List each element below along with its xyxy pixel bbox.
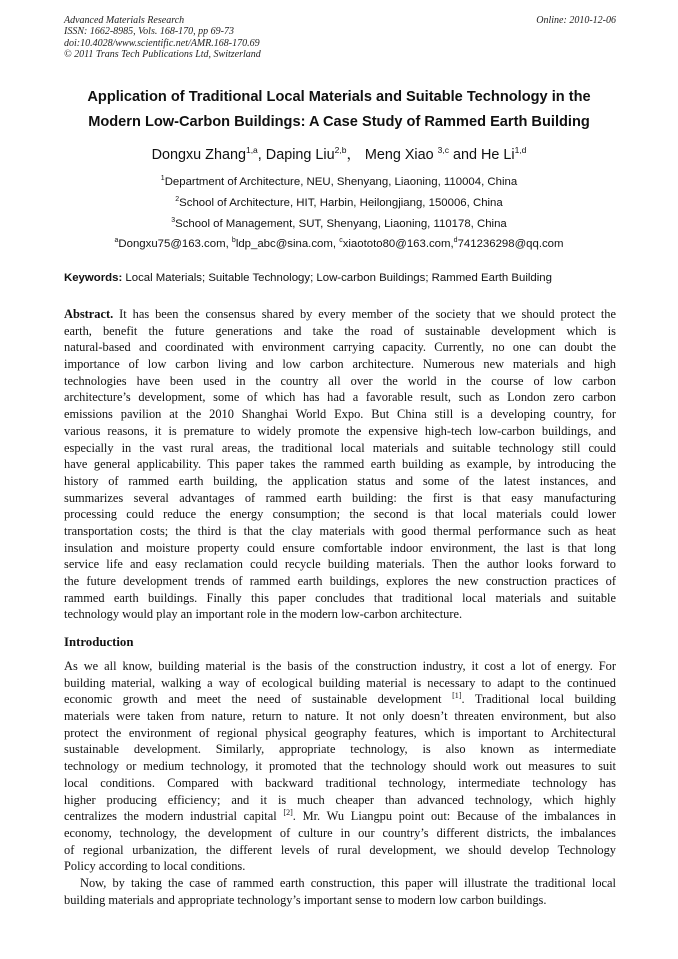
affiliation (40, 214, 638, 235)
author-superscript: 2,b (334, 145, 347, 155)
abstract-line (64, 306, 616, 323)
abstract-line: service life and easy reclamation could recycle building materials. Then the author looks forward to (64, 557, 616, 572)
online-date: Online: 2010-12-06 (536, 15, 616, 26)
author-superscript: 1,d (514, 145, 527, 155)
keywords-text: Local Materials; Suitable Technology; Low-carbon Buildings; Rammed Earth Building (122, 272, 552, 284)
abstract-line: earth, benefit the future generations and take the road of sustainable development which is (64, 323, 616, 338)
body-line: As we all know, building material is the basis of the construction industry, it cost a lot of energy. For (64, 659, 616, 673)
email-superscript: c (339, 237, 343, 245)
abstract-line: especially in the vast rural areas, the traditional local materials and suitable technology still could (64, 440, 616, 455)
body-text: economic growth and meet the need of sustainable development (64, 692, 453, 707)
journal-issn: ISSN: 1662-8985, Vols. 168-170, pp 69-73 (64, 26, 234, 38)
affiliation (40, 172, 638, 193)
abstract-line: the future development trends of rammed earth buildings, explores the new construction practices of (64, 574, 616, 588)
affiliation-superscript: 1 (160, 175, 165, 182)
author-name: Dongxu Zhang (151, 147, 246, 163)
abstract-line: processing could reduce the energy consumption; the second is that local materials could lower (64, 507, 616, 522)
email-link[interactable]: xiaototo80@163.com, (342, 238, 454, 251)
body-line: protect the environment of regional physical geography features, which is important to Architectural (64, 725, 616, 740)
body-line: of regional urbanization, the different levels of rural development, we should develop Technology (64, 842, 616, 857)
email-superscript: b (231, 237, 236, 245)
abstract-line: natural-based and coordinated with environment carrying capacity. Currently, no one can doubt the (64, 340, 616, 355)
introduction-body (64, 658, 616, 908)
body-line: building materials and appropriate technology’s important sense to modern low carbon buildings. (64, 892, 547, 907)
section-heading-introduction: Introduction (64, 635, 134, 649)
author-list (40, 145, 638, 165)
email-link[interactable]: Dongxu75@163.com, (118, 238, 232, 251)
author-separator: , (257, 147, 266, 163)
keywords-label: Keywords: (64, 272, 123, 284)
body-line (64, 691, 616, 708)
author-separator: and (448, 147, 481, 163)
body-text: . Mr. Wu Liangpu point out: Because of the imbalances in (292, 809, 616, 824)
abstract-line: rammed earth buildings. Finally this paper concludes that traditional local materials and suitable (64, 590, 616, 605)
affiliation-text: Department of Architecture, NEU, Shenyang, Liaoning, 110004, China (164, 176, 518, 188)
paper-title (50, 85, 628, 135)
body-line: Now, by taking the case of rammed earth construction, this paper will illustrate the traditional local (80, 875, 616, 890)
body-line: economy, technology, the development of culture in our country’s different districts, the imbalances (64, 825, 616, 840)
abstract-line: technology would play an important role in the modern low-carbon architecture. (64, 607, 463, 622)
journal-copyright: © 2011 Trans Tech Publications Ltd, Switzerland (64, 49, 261, 61)
title-line-2: Modern Low-Carbon Buildings: A Case Study of Rammed Earth Building (88, 114, 590, 130)
email-superscript: a (114, 237, 119, 245)
journal-header (64, 15, 616, 61)
abstract-line: technologies have been used in the country all over the world in the course of low carbon (64, 373, 616, 388)
author-separator: ， (346, 147, 365, 163)
abstract-line-text: It has been the consensus shared by every member of the society that we should protect the (113, 307, 616, 321)
abstract-line: transportation costs; the third is that the clay materials with good thermal performance such as heat (64, 523, 616, 538)
body-line: higher producing efficiency; and it is much cheaper than advanced technology, which highly (64, 792, 616, 807)
abstract-label: Abstract. (64, 307, 114, 321)
affiliation-list (40, 172, 638, 255)
abstract-line: insulation and moisture property could ensure comfortable indoor environment, the last is that long (64, 540, 616, 555)
abstract-line: importance of low carbon living and low carbon architecture. Numerous new materials and high (64, 357, 616, 372)
author-name: He Li (480, 147, 515, 163)
email-link[interactable]: ldp_abc@sina.com, (235, 238, 340, 251)
body-line: building material, walking a way of ecological building material is necessary to adapt to the continued (64, 675, 616, 690)
body-line (64, 808, 616, 825)
body-line: materials were taken from nature, return to nature. It not only doesn’t threaten environment, but also (64, 709, 616, 724)
keywords (64, 271, 616, 286)
author-name: Meng Xiao (364, 147, 438, 163)
affiliation-superscript: 2 (175, 195, 180, 203)
email-superscript: d (453, 237, 458, 245)
author-superscript: 1,a (245, 145, 258, 155)
abstract-line: various reasons, it is premature to widely promote the expensive high-tech low-carbon buildings, and (64, 423, 616, 438)
body-line: Policy according to local conditions. (64, 859, 246, 874)
author-name: Daping Liu (265, 147, 335, 163)
body-line: technology or medium technology, it promoted that the technology should work out measures to suit (64, 759, 616, 774)
abstract-line: summarizes several advantages of rammed earth building: the first is that easy manufacturing (64, 490, 616, 505)
affiliation-superscript: 3 (171, 216, 176, 224)
email-link[interactable]: 741236298@qq.com (457, 238, 564, 251)
journal-name: Advanced Materials Research (64, 15, 185, 26)
citation-reference[interactable]: [2] (283, 808, 293, 818)
abstract-line: have general applicability. This paper takes the rammed earth building as example, by introducing the (64, 457, 616, 472)
abstract-line: emissions pavilion at the 2010 Shanghai World Expo. But China still is a developing country, for (64, 407, 616, 422)
body-text: . Traditional local building (461, 692, 616, 707)
body-line: local conditions. Compared with backward traditional technology, intermediate technology has (64, 775, 616, 790)
abstract (64, 306, 616, 623)
citation-reference[interactable]: [1] (452, 691, 462, 701)
affiliation-text: School of Architecture, HIT, Harbin, Heilongjiang, 150006, China (179, 196, 503, 209)
email-list (40, 234, 638, 255)
body-line: sustainable development. Similarly, appropriate technology, is also known as intermediate (64, 742, 616, 757)
author-superscript: 3,c (437, 145, 449, 155)
abstract-line: history of rammed earth building, the application status and some of the latest instances, and (64, 473, 616, 488)
abstract-line: architecture’s development, some of which has had a favorable result, such as London zero carbon (64, 390, 616, 405)
title-line-1: Application of Traditional Local Materials and Suitable Technology in the (87, 89, 591, 105)
journal-doi: doi:10.4028/www.scientific.net/AMR.168-170.69 (64, 37, 260, 49)
affiliation-text: School of Management, SUT, Shenyang, Liaoning, 110178, China (175, 217, 507, 230)
affiliation (40, 193, 638, 214)
body-text: centralizes the modern industrial capital (64, 809, 284, 824)
